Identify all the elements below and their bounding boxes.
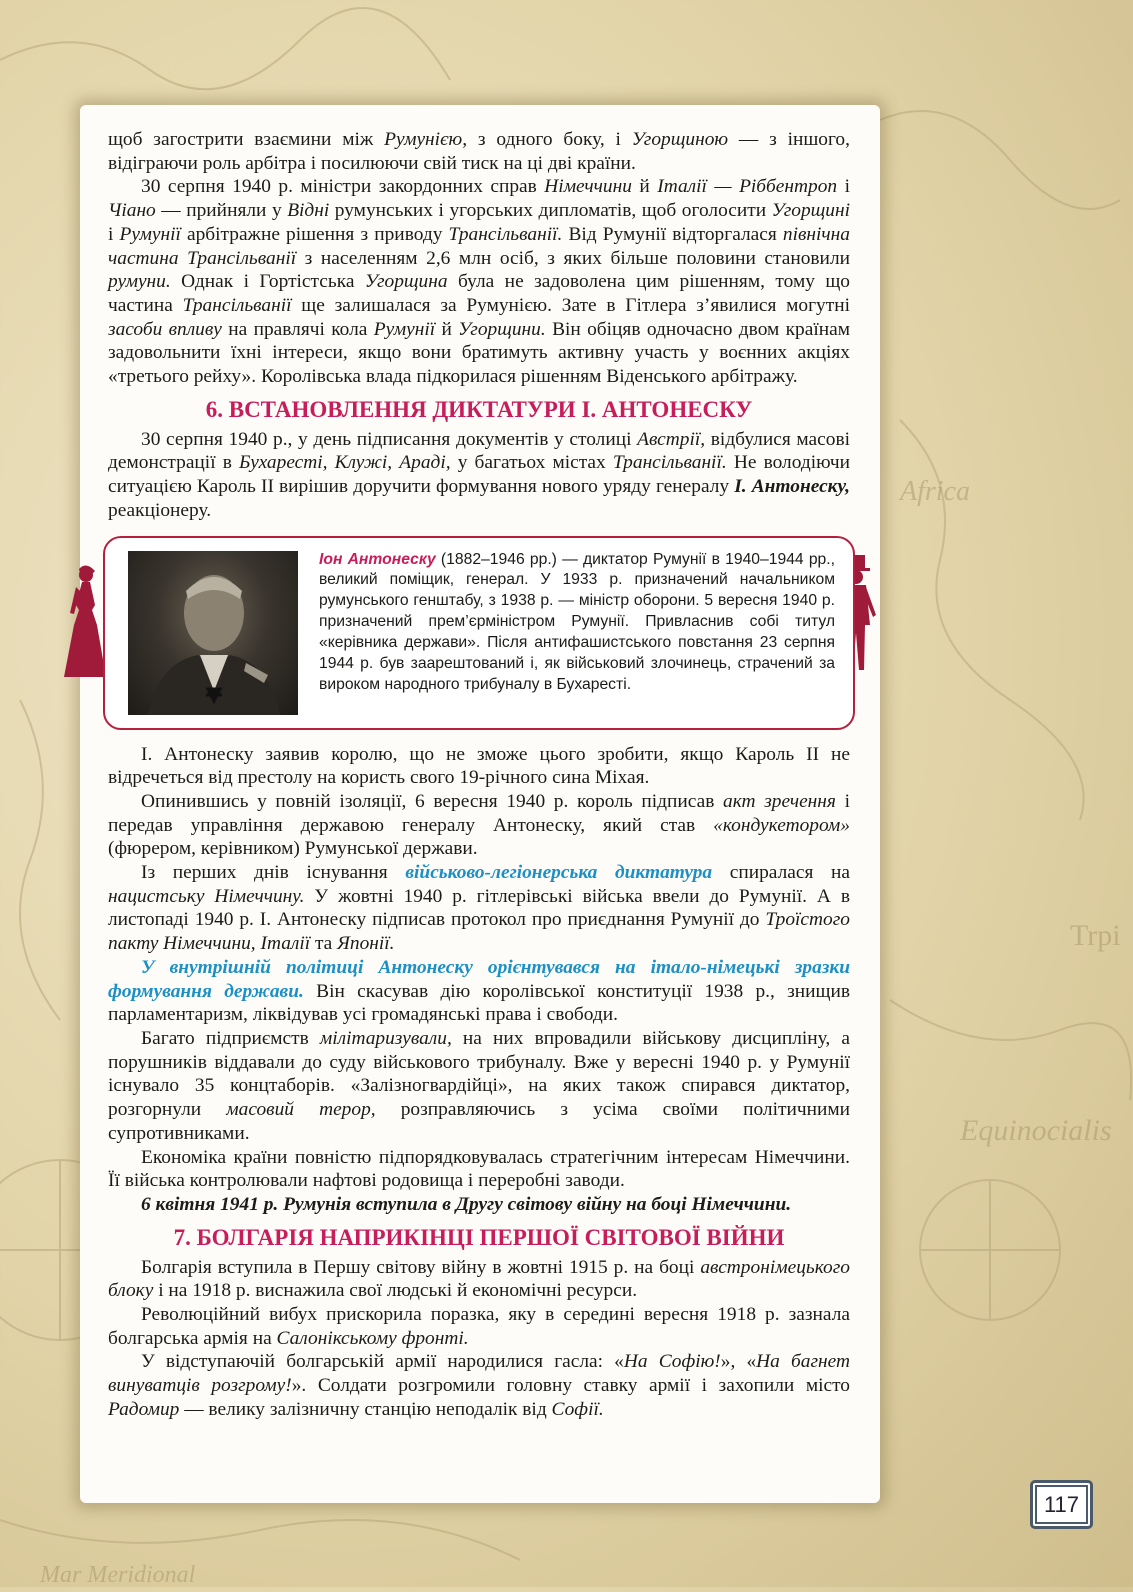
text-run: з населенням 2,6 млн осіб, з яких більше половини становили	[296, 247, 850, 269]
text-run: Болгарія вступила в Першу світову війну в жовтні 1915 р. на боці	[141, 1256, 701, 1278]
text-run: 6 квітня 1941 р. Румунія вступила в Другу світову війну на боці Німеччини.	[141, 1193, 792, 1215]
text-run: Румунії	[373, 318, 436, 340]
text-run: (фюрером, керівником) Румунської держави.	[108, 838, 478, 860]
paragraph	[108, 790, 850, 861]
text-run: й	[435, 318, 459, 340]
svg-text:Africa: Africa	[900, 476, 970, 507]
text-run: й	[631, 176, 658, 198]
text-run: Не володіючи ситуацією Кароль ІІ вирішив доручити формування нового уряду генералу	[108, 452, 850, 498]
paragraph	[108, 428, 850, 523]
text-run: відбулися масові демонстрації в	[108, 428, 850, 474]
text-run: 30 серпня 1940 р., у день підписання документів у столиці	[141, 428, 638, 450]
text-run: У жовтні 1940 р. гітлерівські війська ввели до Румунії. А в листопаді 1940 р. І. Антонеску підписав протокол про приєднання Румунії до	[108, 885, 851, 931]
text-run: Трансільванії.	[448, 223, 563, 245]
text-run: Відні	[287, 200, 330, 222]
text-run: Румунією,	[384, 129, 468, 150]
text-run: і передав управління державою генералу Антонеску, який став	[108, 790, 850, 836]
text-run: На Софію!	[623, 1351, 721, 1373]
page-content	[108, 128, 850, 1422]
text-run: розправляючись з усіма своїми політичними супротивниками.	[108, 1099, 850, 1144]
text-run: «кондукетором»	[713, 814, 850, 836]
text-run: і	[837, 176, 850, 198]
text-run: Троїстого пакту Німеччини, Італії	[108, 909, 850, 955]
text-run: 30 серпня 1940 р. міністри закордонних справ	[141, 176, 545, 198]
text-run: і на 1918 р. виснажила свої людські й економічні ресурси.	[153, 1280, 638, 1302]
text-run: нацистську Німеччину.	[108, 885, 305, 907]
text-run: Японії.	[337, 933, 395, 955]
page-number: 117	[1030, 1480, 1093, 1529]
text-run: Опинившись у повній ізоляції, 6 вересня 1940 р. король підписав	[141, 790, 724, 812]
biography-box	[103, 536, 855, 730]
paragraph	[108, 861, 850, 956]
section-heading-6: 6. ВСТАНОВЛЕННЯ ДИКТАТУРИ І. АНТОНЕСКУ	[205, 396, 753, 422]
text-run: Революційний вибух прискорила поразка, яку в середині вересня 1918 р. зазнала болгарська армія на	[108, 1304, 850, 1349]
biography-text	[319, 550, 835, 696]
text-run: мілітаризували,	[319, 1027, 452, 1049]
text-run: Економіка країни повністю підпорядковувалась стратегічним інтересам Німеччини. Її війська контролювали нафтові родовища і переробні заводи.	[108, 1146, 850, 1192]
text-run: масовий терор,	[226, 1099, 376, 1121]
key-statement	[108, 1193, 850, 1217]
paragraph	[108, 1256, 850, 1303]
text-run: Салонікському фронті.	[276, 1327, 469, 1349]
text-run: ». Солдати розгромили головну ставку армії і захопили місто	[291, 1375, 850, 1397]
paragraph	[108, 956, 850, 1027]
text-run: Трансільванії	[182, 294, 292, 316]
paragraph	[108, 1027, 850, 1146]
text-run: На багнет винуватців розгрому!	[108, 1351, 850, 1397]
text-run: арбітражне рішення з приводу	[180, 223, 449, 245]
text-run: щоб загострити взаємини між	[108, 129, 385, 150]
svg-text:Mar Meridional: Mar Meridional	[40, 1562, 196, 1587]
text-run: Від Румунії відторгалася	[562, 223, 783, 245]
paragraph	[108, 175, 850, 388]
text-run: австронімецького блоку	[108, 1256, 850, 1302]
text-run: Чіано	[108, 200, 156, 222]
text-run: була не задоволена цим рішенням, тому що частина	[108, 271, 850, 316]
section-heading-7: 7. БОЛГАРІЯ НАПРИКІНЦІ ПЕРШОЇ СВІТОВОЇ ВІЙНИ	[173, 1224, 785, 1250]
paragraph	[108, 743, 850, 790]
paragraph	[108, 1350, 850, 1421]
biography-description: (1882–1946 рр.) — диктатор Румунії в 1940–1944 рр., великий поміщик, генерал. У 1933 р. призначений начальником румунського генштабу, з 1938 р. — міністр оборони. 5 вересня 1940 р. призначений прем’єрміністром Румунії. Привласнив собі титул «керівника держави». Після антифашистського повстання 23 серпня 1944 р. був заарештований і, як військовий злочинець, страчений за вироком народного трибуналу в Бухаресті.	[319, 550, 836, 693]
text-run: І. Антонеску,	[734, 476, 850, 498]
text-run: засоби впливу	[108, 318, 222, 340]
biography-name: Іон Антонеску	[319, 550, 436, 568]
text-run: та	[310, 933, 338, 955]
text-run: Угорщині	[771, 200, 851, 222]
text-run: Багато підприємств	[141, 1027, 320, 1049]
text-run: — з іншого, відіграючи роль арбітра і посилюючи свій тиск на ці дві країни.	[108, 129, 850, 174]
text-run: Угорщиною	[631, 129, 729, 150]
text-run: реакціонеру.	[108, 499, 212, 521]
text-run: У відступаючій болгарській армії народилися гасла: «	[141, 1351, 624, 1373]
text-run: Трансільванії.	[612, 452, 727, 474]
text-run: військово-легіонерська диктатура	[405, 862, 713, 884]
text-run: румуни.	[108, 271, 171, 293]
text-run: Із перших днів існування	[141, 862, 406, 884]
text-run: з одного боку, і	[467, 129, 632, 150]
text-run: Однак і Гортістська	[170, 271, 365, 293]
text-run: І. Антонеску заявив королю, що не зможе цього зробити, якщо Кароль ІІ не відречеться від престолу на користь свого 19-річного сина Міхая.	[108, 743, 850, 789]
svg-text:Equinocialis: Equinocialis	[960, 1114, 1112, 1147]
portrait-photo	[128, 551, 298, 715]
text-run: Бухаресті, Клужі, Араді,	[239, 452, 451, 474]
text-run: на правлячі кола	[221, 318, 374, 340]
paragraph	[108, 128, 850, 175]
text-run: — велику залізничну станцію неподалік від	[179, 1398, 552, 1420]
text-run: і	[108, 223, 120, 245]
text-run: Румунії	[119, 223, 181, 245]
text-run: ще залишалася за Румунією. Зате в Гітлера з’явилися могутні	[291, 294, 850, 316]
svg-text:Trpi: Trpi	[1070, 919, 1121, 952]
text-run: Угорщини.	[458, 318, 546, 340]
text-run: північна частина Трансільванії	[108, 223, 850, 269]
text-run: Радомир	[108, 1398, 180, 1420]
text-run: Він скасував дію королівської конституції 1938 р., знищив парламентаризм, ліквідував усі громадянські права і свободи.	[108, 980, 850, 1026]
text-run: У внутрішній політиці Антонеску орієнтувався на італо-німецькі зразки формування держави.	[108, 956, 850, 1002]
text-run: Угорщина	[364, 271, 448, 293]
text-run: румунських і угорських дипломатів, щоб оголосити	[329, 200, 772, 222]
text-run: Італії — Ріббентроп	[657, 176, 838, 198]
paragraph	[108, 1303, 850, 1350]
text-run: Австрії,	[637, 428, 706, 450]
text-run: Він обіцяв одночасно двом країнам задовольнити їхні інтереси, якщо вони братимуть активну участь у воєнних акціях «третього рейху». Королівська влада підкорилася рішенням Віденського арбітражу.	[108, 318, 851, 388]
paragraph	[108, 1146, 850, 1193]
text-run: на них впровадили військову дисципліну, а порушників віддавали до суду військового трибуналу. Вже у вересні 1940 р. у Румунії існувало 35 концтаборів. «Залізногвардійці», на яких також спирався диктатор, розгорнули	[108, 1027, 850, 1121]
text-run: », «	[720, 1351, 757, 1373]
text-run: — прийняли у	[155, 200, 288, 222]
text-run: акт зречення	[723, 790, 836, 812]
text-run: спиралася на	[712, 862, 850, 884]
text-run: Німеччини	[544, 176, 632, 198]
lady-silhouette-icon	[62, 565, 108, 685]
text-run: Софії.	[551, 1398, 604, 1420]
text-run: у багатьох містах	[450, 452, 613, 474]
